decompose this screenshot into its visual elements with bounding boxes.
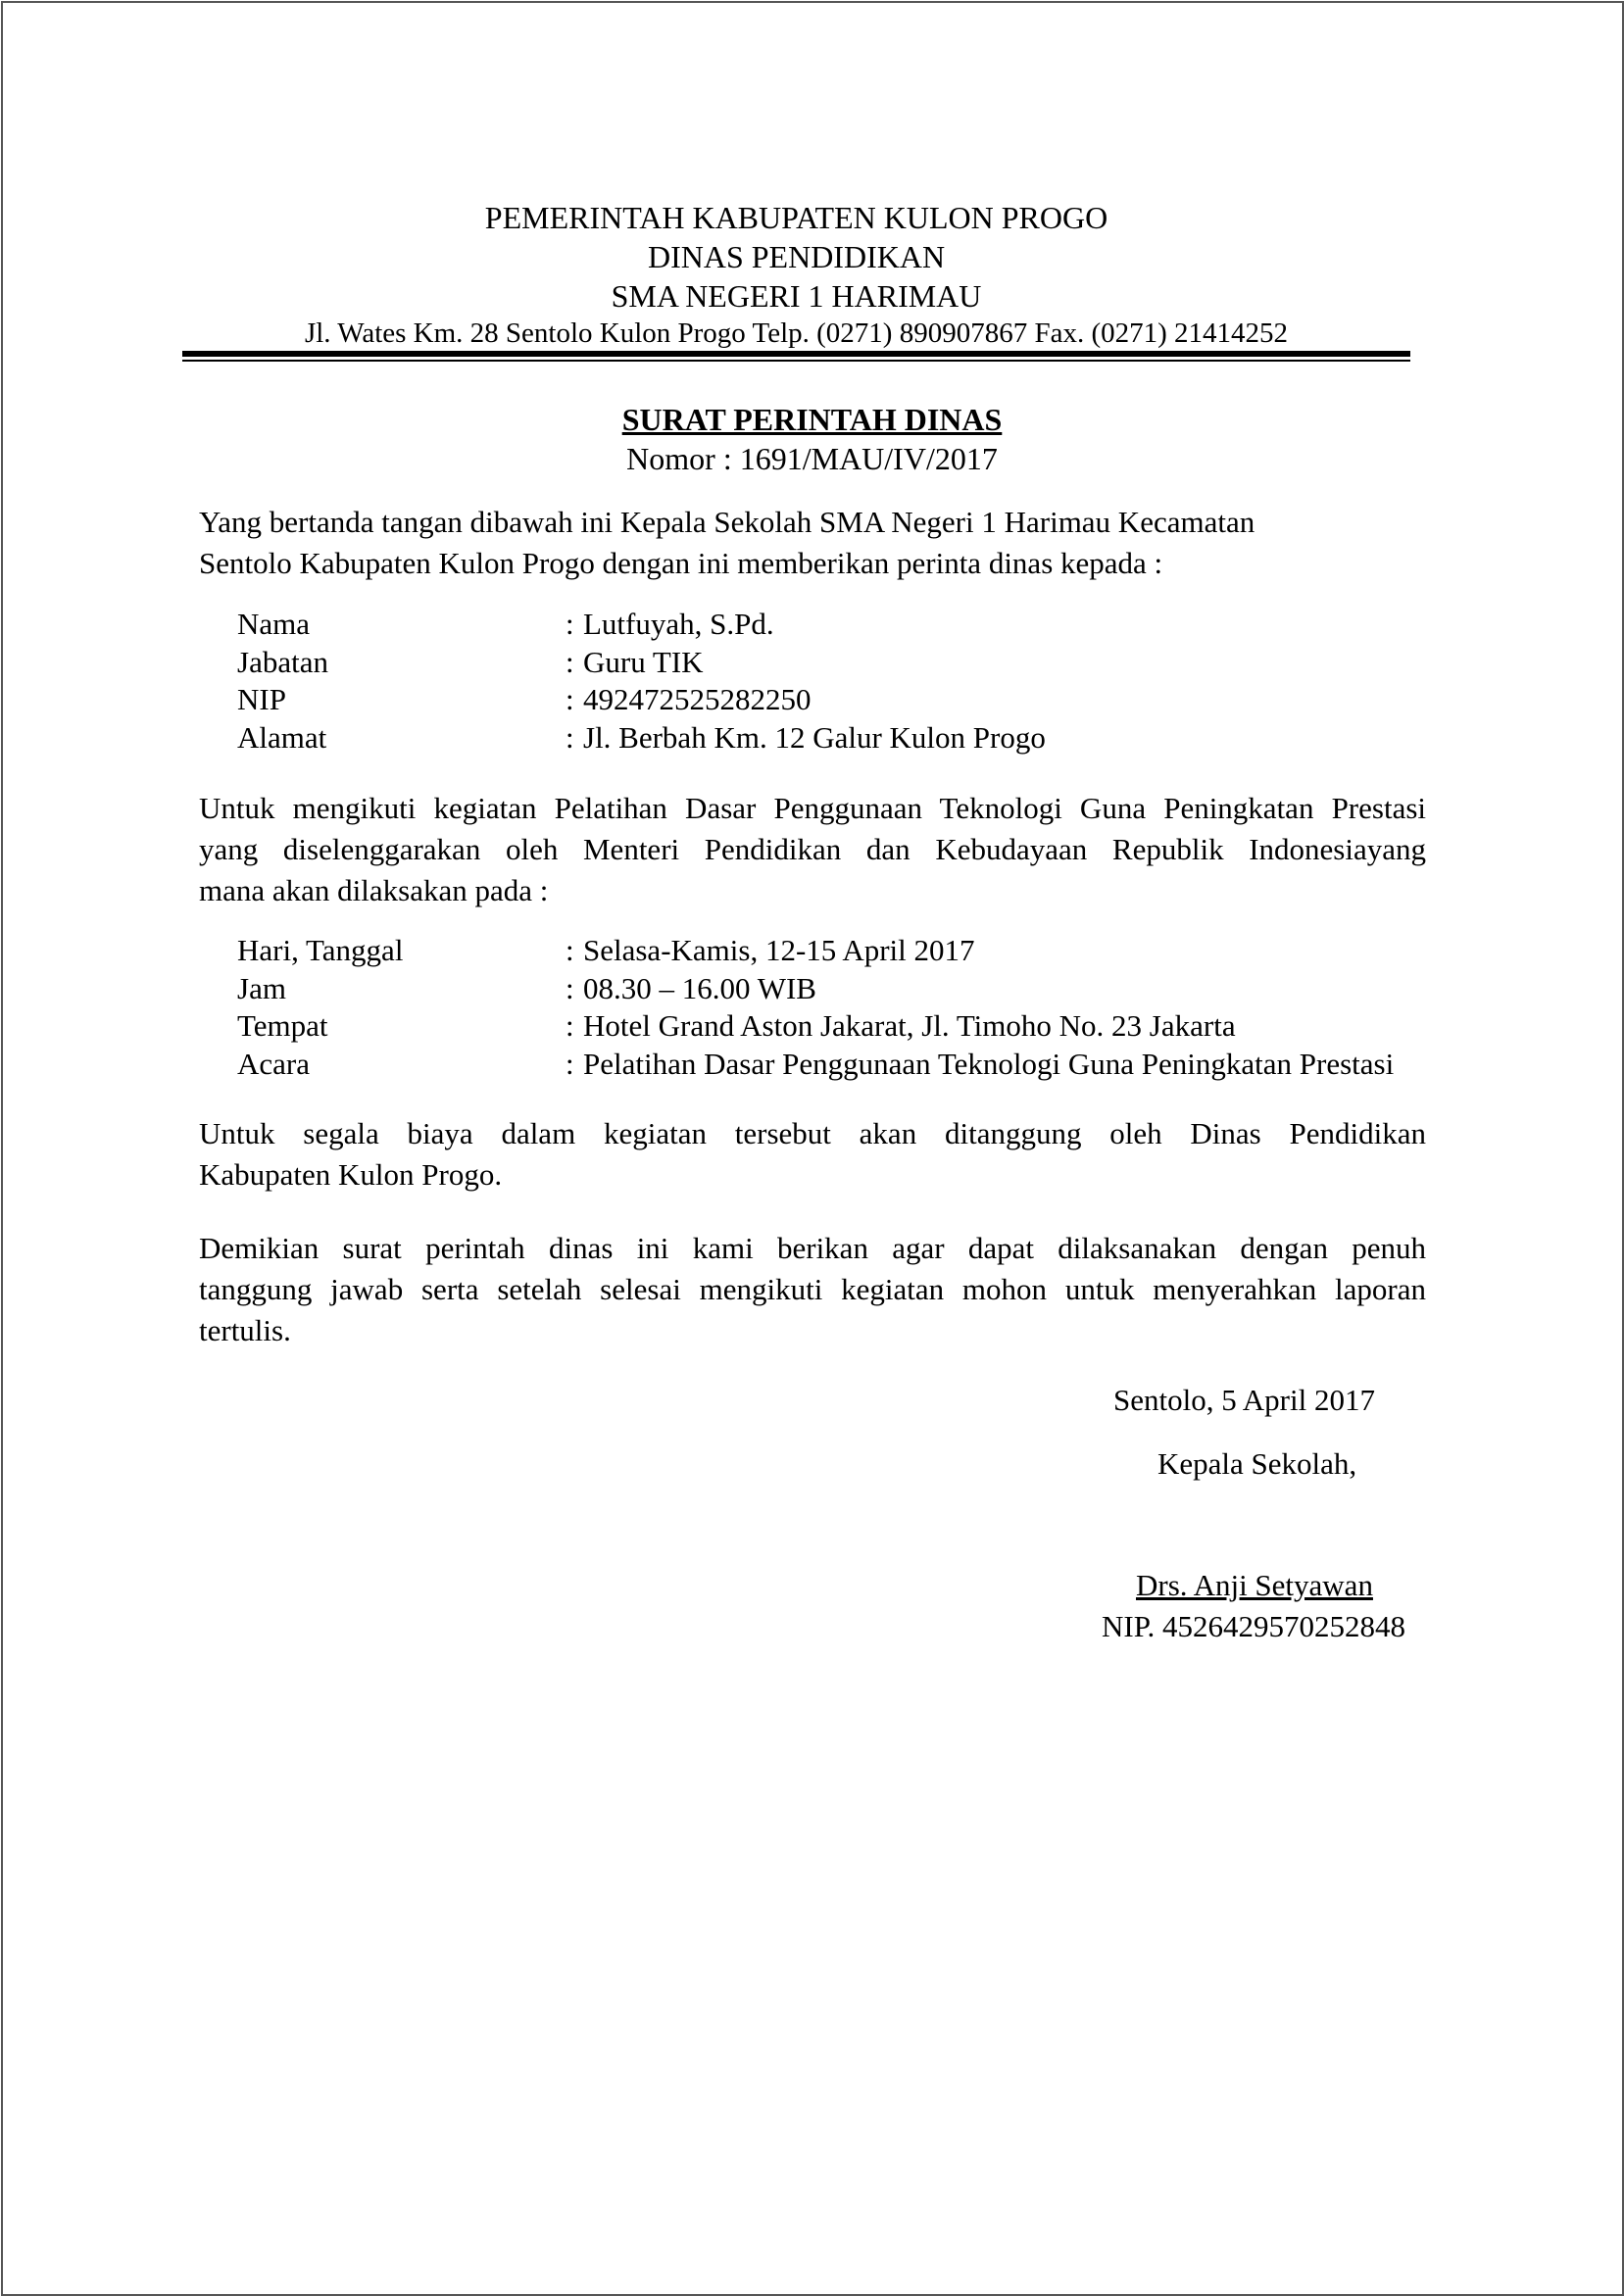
field-label: Acara (237, 1046, 310, 1081)
signature-place-date: Sentolo, 5 April 2017 (1113, 1383, 1375, 1417)
field-separator: : (566, 607, 574, 641)
field-separator: : (566, 1008, 574, 1043)
purpose-line: mana akan dilaksakan pada : (199, 873, 549, 907)
field-label: Jabatan (237, 644, 328, 679)
field-value: 492472525282250 (583, 682, 812, 716)
letterhead (182, 198, 1410, 351)
field-row-jabatan (237, 644, 1046, 682)
closing-line: Demikian surat perintah dinas ini kami berikan agar dapat dilaksanakan dengan penuh (199, 1231, 1426, 1265)
field-separator: : (566, 644, 574, 679)
signature-nip: NIP. 4526429570252848 (1102, 1609, 1406, 1643)
field-row-alamat (237, 719, 1046, 757)
field-row-acara (237, 1046, 1394, 1084)
intro-line: Sentolo Kabupaten Kulon Progo dengan ini memberikan perinta dinas kepada : (199, 546, 1163, 580)
letterhead-government: PEMERINTAH KABUPATEN KULON PROGO (484, 200, 1108, 235)
intro-paragraph (199, 502, 1426, 584)
field-value: Pelatihan Dasar Penggunaan Teknologi Guna Peningkatan Prestasi (583, 1046, 1395, 1081)
cost-paragraph (199, 1113, 1426, 1196)
field-label: NIP (237, 682, 286, 716)
cost-line: Kabupaten Kulon Progo. (199, 1157, 503, 1192)
field-separator: : (566, 970, 574, 1005)
field-row-nip (237, 681, 1046, 719)
letterhead-department: DINAS PENDIDIKAN (647, 239, 946, 274)
field-label: Alamat (237, 719, 327, 755)
field-separator: : (566, 719, 574, 755)
signature-name: Drs. Anji Setyawan (1136, 1568, 1373, 1602)
field-row-jam (237, 970, 1394, 1008)
person-fields (237, 606, 1046, 757)
closing-line: tertulis. (199, 1313, 291, 1347)
letter-title-block (182, 400, 1442, 478)
letterhead-address: Jl. Wates Km. 28 Sentolo Kulon Progo Telp. (0271) 890907867 Fax. (0271) 21414252 (304, 318, 1289, 349)
field-value: Lutfuyah, S.Pd. (583, 607, 774, 641)
letterhead-rule-thick (182, 351, 1410, 357)
field-separator: : (566, 1046, 574, 1081)
event-fields (237, 932, 1394, 1083)
field-row-hari-tanggal (237, 932, 1394, 970)
letterhead-rule-thin (182, 360, 1410, 362)
field-value: Jl. Berbah Km. 12 Galur Kulon Progo (583, 719, 1046, 755)
cost-line: Untuk segala biaya dalam kegiatan tersebut akan ditanggung oleh Dinas Pendidikan (199, 1116, 1426, 1150)
letterhead-school: SMA NEGERI 1 HARIMAU (611, 278, 982, 314)
closing-line: tanggung jawab serta setelah selesai mengikuti kegiatan mohon untuk menyerahkan laporan (199, 1272, 1426, 1306)
field-separator: : (566, 682, 574, 716)
signature-role: Kepala Sekolah, (1157, 1446, 1357, 1481)
letter-number: Nomor : 1691/MAU/IV/2017 (626, 441, 998, 476)
field-separator: : (566, 933, 574, 967)
closing-paragraph (199, 1228, 1426, 1351)
field-value: Selasa-Kamis, 12-15 April 2017 (583, 933, 975, 967)
field-label: Nama (237, 607, 311, 641)
field-row-tempat (237, 1007, 1394, 1046)
field-label: Hari, Tanggal (237, 933, 404, 967)
field-value: Hotel Grand Aston Jakarat, Jl. Timoho No. 23 Jakarta (583, 1008, 1236, 1043)
letter-title: SURAT PERINTAH DINAS (621, 402, 1003, 437)
purpose-line: Untuk mengikuti kegiatan Pelatihan Dasar Penggunaan Teknologi Guna Peningkatan Prestasi (199, 791, 1426, 825)
purpose-paragraph (199, 788, 1426, 911)
field-value: 08.30 – 16.00 WIB (583, 970, 816, 1005)
field-row-nama (237, 606, 1046, 644)
field-value: Guru TIK (583, 644, 704, 679)
field-label: Tempat (237, 1008, 328, 1043)
intro-line: Yang bertanda tangan dibawah ini Kepala Sekolah SMA Negeri 1 Harimau Kecamatan (199, 505, 1255, 539)
purpose-line: yang diselenggarakan oleh Menteri Pendidikan dan Kebudayaan Republik Indonesiayang (199, 832, 1426, 866)
field-label: Jam (237, 970, 286, 1005)
